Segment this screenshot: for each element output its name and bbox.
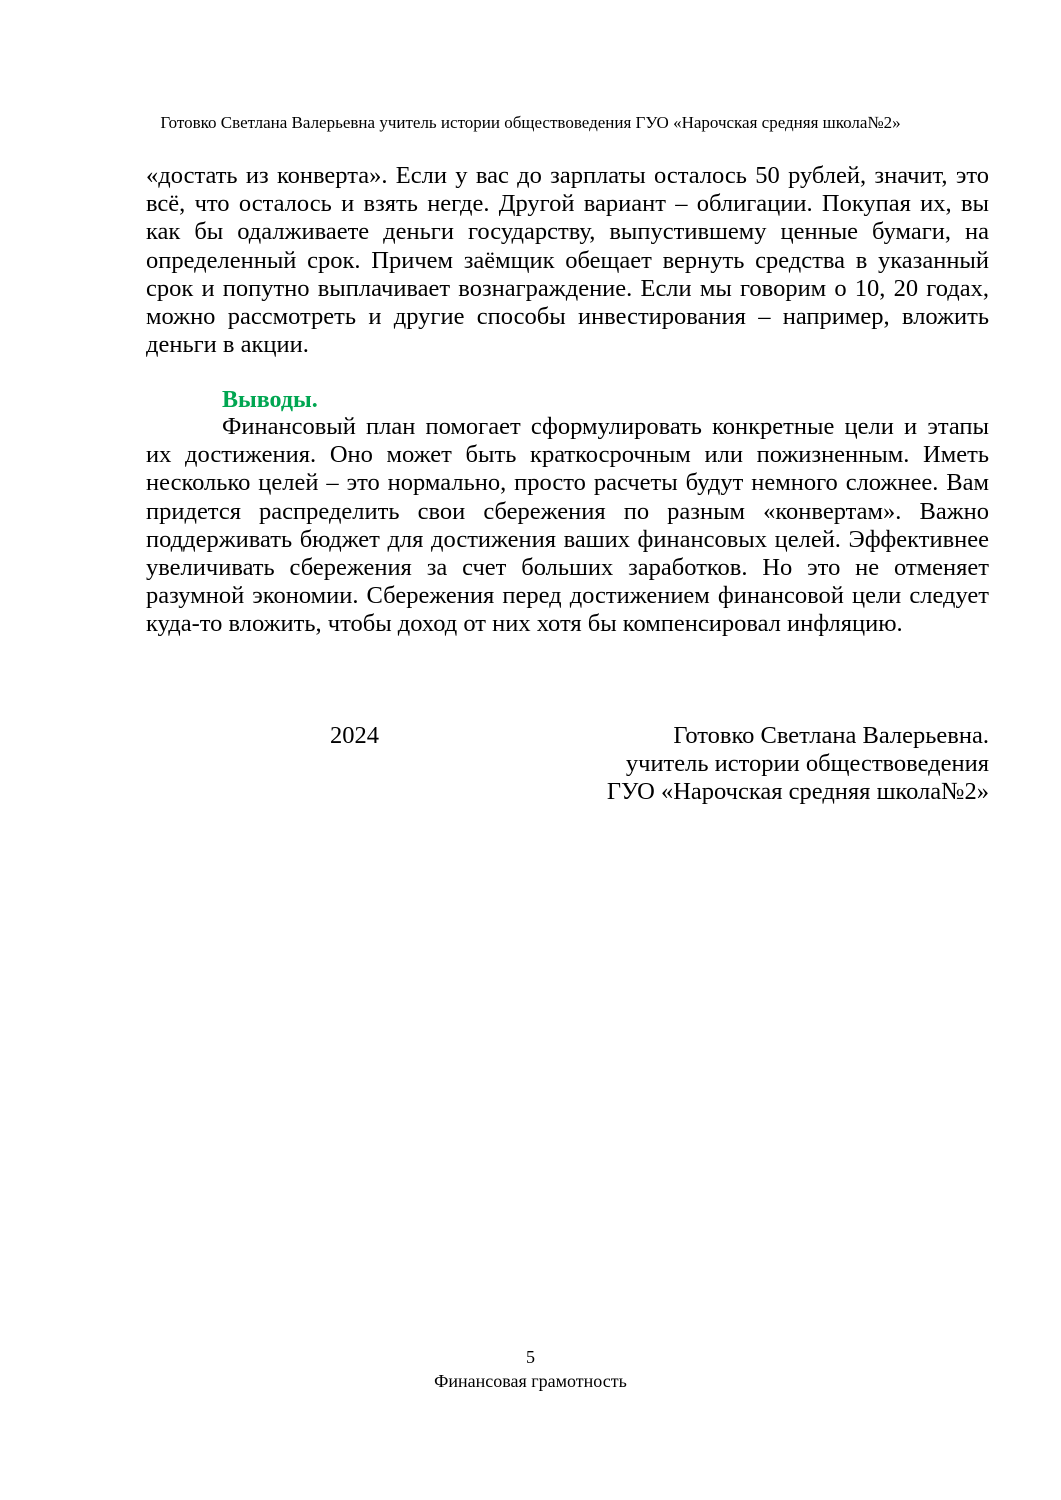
body-paragraph-1: «достать из конверта». Если у вас до зарплаты осталось 50 рублей, значит, это всё, что осталось и взять негде. Другой вариант – облигации. Покупая их, вы как бы одалживаете деньги государству, выпустившему ценные бумаги, на определенный срок. Причем заёмщик обещает вернуть средства в указанный срок и попутно выплачивает вознаграждение. Если мы говорим о 10, 20 годах, можно рассмотреть и другие способы инвестирования – например, вложить деньги в акции. — [146, 162, 989, 359]
signature-block — [607, 722, 989, 807]
page-header: Готовко Светлана Валерьевна учитель истории обществоведения ГУО «Нарочская средняя школа№2» — [160, 113, 901, 132]
body-paragraph-2: Финансовый план помогает сформулировать конкретные цели и этапы их достижения. Оно может быть краткосрочным или пожизненным. Иметь несколько целей – это нормально, просто расчеты будут немного сложнее. Вам придется распределить свои сбережения по разным «конвертам». Важно поддерживать бюджет для достижения ваших финансовых целей. Эффективнее увеличивать сбережения за счет больших заработков. Но это не отменяет разумной экономии. Сбережения перед достижением финансовой цели следует куда-то вложить, чтобы доход от них хотя бы компенсировал инфляцию. — [146, 413, 989, 638]
signature-school: ГУО «Нарочская средняя школа№2» — [606, 778, 989, 806]
conclusion-heading: Выводы. — [222, 387, 318, 413]
signature-position: учитель истории обществоведения — [625, 750, 989, 778]
signature-year: 2024 — [330, 722, 379, 749]
page-footer: Финансовая грамотность — [434, 1371, 627, 1391]
signature-name: Готовко Светлана Валерьевна. — [673, 722, 989, 749]
page-number: 5 — [526, 1347, 535, 1367]
